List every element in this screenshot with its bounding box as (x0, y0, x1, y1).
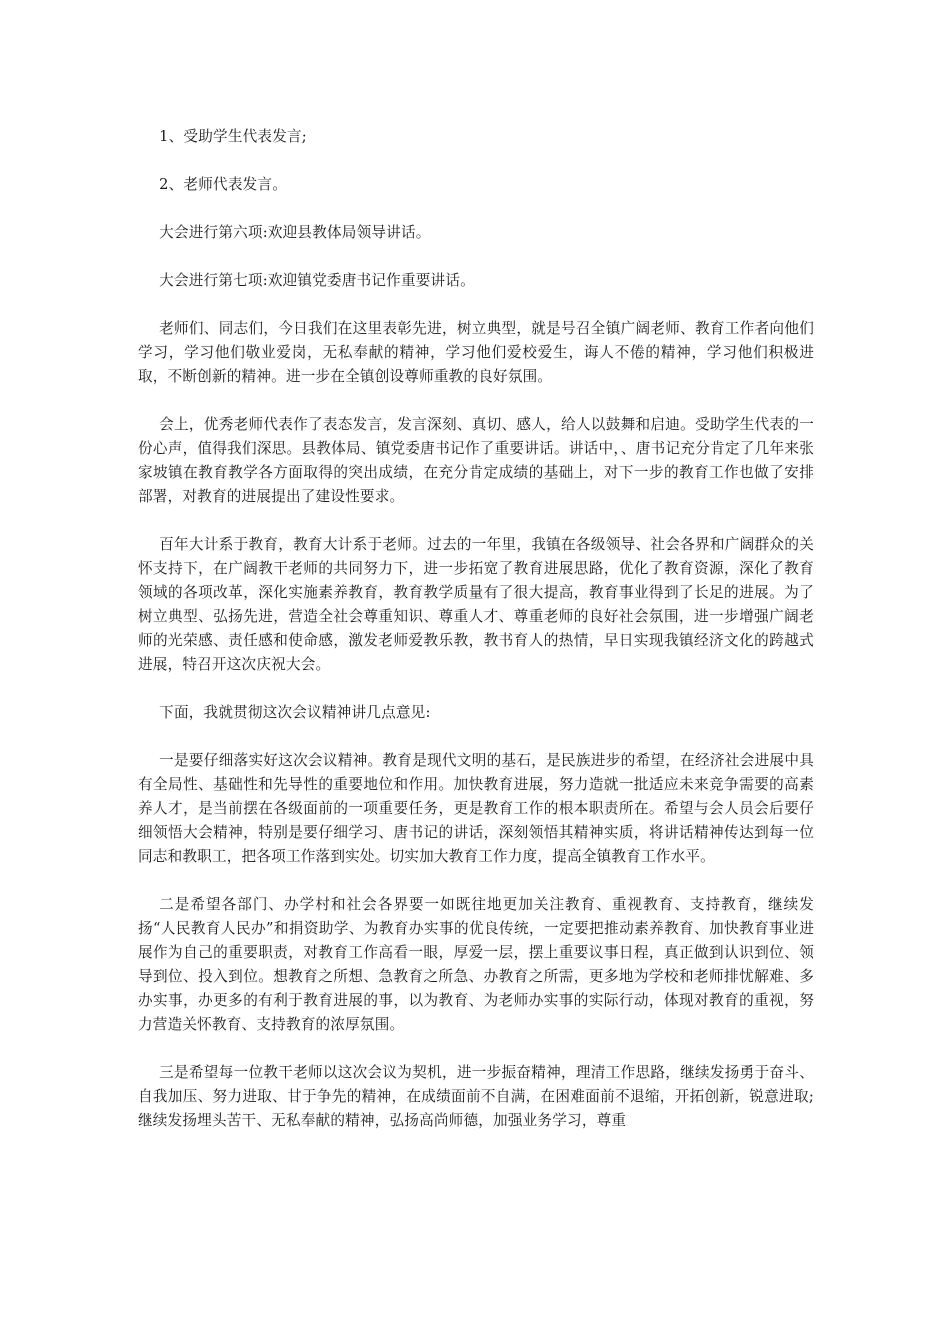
paragraph-speech-intro: 老师们、同志们，今日我们在这里表彰先进，树立典型，就是号召全镇广阔老师、教育工作者向他们学习，学习他们敬业爱岗，无私奉献的精神，学习他们爱校爱生，诲人不倦的精神，学习他们积极进取，不断创新的精神。进一步在全镇创设尊师重教的良好氛围。 (138, 320, 814, 385)
document-body (138, 125, 814, 1157)
paragraph-meeting-summary: 会上，优秀老师代表作了表态发言，发言深刻、真切、感人，给人以鼓舞和启迪。受助学生代表的一份心声，值得我们深思。县教体局、镇党委唐书记作了重要讲话。讲话中，、唐书记充分肯定了几年来张家坡镇在教育教学各方面取得的突出成绩，在充分肯定成绩的基础上，对下一步的教育工作也做了安排部署，对教育的进展提出了建设性要求。 (138, 416, 814, 505)
paragraph-opinion-1: 一是要仔细落实好这次会议精神。教育是现代文明的基石，是民族进步的希望，在经济社会进展中具有全局性、基础性和先导性的重要地位和作用。加快教育进展，努力造就一批适应未来竞争需要的高素养人才，是当前摆在各级面前的一项重要任务，更是教育工作的根本职责所在。希望与会人员会后要仔细领悟大会精神，特别是要仔细学习、唐书记的讲话，深刻领悟其精神实质，将讲话精神传达到每一位同志和教职工，把各项工作落到实处。切实加大教育工作力度，提高全镇教育工作水平。 (138, 752, 814, 865)
paragraph-agenda-item-2: 2、老师代表发言。 (159, 176, 287, 193)
paragraph-education-review: 百年大计系于教育，教育大计系于老师。过去的一年里，我镇在各级领导、社会各界和广阔群众的关怀支持下，在广阔教干老师的共同努力下，进一步拓宽了教育进展思路，优化了教育资源，深化了教育领域的各项改革，深化实施素养教育，教育教学质量有了很大提高，教育事业得到了长足的进展。为了树立典型、弘扬先进，营造全社会尊重知识、尊重人才、尊重老师的良好社会氛围，进一步增强广阔老师的光荣感、责任感和使命感，激发老师爱教乐教，教书育人的热情，早日实现我镇经济文化的跨越式进展，特召开这次庆祝大会。 (138, 536, 814, 673)
paragraph-agenda-item-1: 1、受助学生代表发言; (159, 128, 307, 145)
paragraph-opinions-lead: 下面，我就贯彻这次会议精神讲几点意见: (159, 704, 431, 721)
paragraph-agenda-item-7: 大会进行第七项:欢迎镇党委唐书记作重要讲话。 (159, 272, 475, 289)
paragraph-opinion-3: 三是希望每一位教干老师以这次会议为契机，进一步振奋精神，理清工作思路，继续发扬勇于奋斗、自我加压、努力进取、甘于争先的精神，在成绩面前不自满，在困难面前不退缩，开拓创新，锐意进取;继续发扬埋头苦干、无私奉献的精神，弘扬高尚师德，加强业务学习，尊重 (138, 1064, 814, 1129)
paragraph-opinion-2: 二是希望各部门、办学村和社会各界要一如既往地更加关注教育、重视教育、支持教育，继续发扬“人民教育人民办”和捐资助学、为教育办实事的优良传统，一定要把推动素养教育、加快教育事业进展作为自己的重要职责，对教育工作高看一眼，厚爱一层，摆上重要议事日程，真正做到认识到位、领导到位、投入到位。想教育之所想、急教育之所急、办教育之所需，更多地为学校和老师排忧解难、多办实事，办更多的有利于教育进展的事，以为教育、为老师办实事的实际行动，体现对教育的重视，努力营造关怀教育、支持教育的浓厚氛围。 (138, 896, 814, 1033)
paragraph-agenda-item-6: 大会进行第六项:欢迎县教体局领导讲话。 (159, 224, 431, 241)
